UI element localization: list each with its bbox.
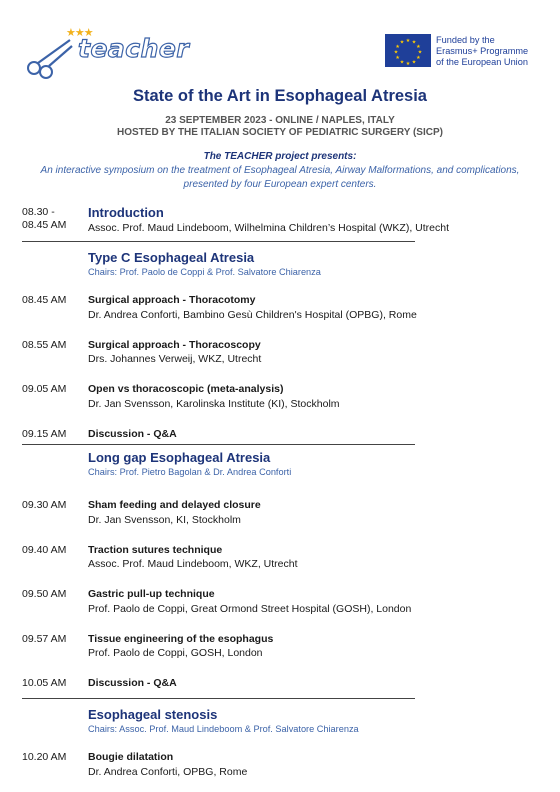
session-title: Introduction <box>88 205 164 220</box>
session-time: 09.57 AM <box>22 633 67 645</box>
eu-line: Erasmus+ Programme <box>436 46 529 56</box>
svg-text:★: ★ <box>416 44 421 50</box>
svg-text:★: ★ <box>399 59 405 66</box>
section-title: Long gap Esophageal Atresia <box>88 450 271 465</box>
svg-text:★: ★ <box>395 55 400 61</box>
svg-text:★: ★ <box>405 61 411 67</box>
session-title: Sham feeding and delayed closure <box>88 499 261 511</box>
section-title: Esophageal stenosis <box>88 707 218 722</box>
session-title: Discussion - Q&A <box>88 677 177 689</box>
session-speaker: Dr. Andrea Conforti, OPBG, Rome <box>88 766 248 778</box>
session-time: 09.15 AM <box>22 428 67 440</box>
session-speaker: Prof. Paolo de Coppi, Great Ormond Street Hospital (GOSH), London <box>88 603 412 615</box>
session-title: Gastric pull-up technique <box>88 588 215 600</box>
divider <box>22 241 415 242</box>
teacher-logo <box>22 26 190 80</box>
session-title: Tissue engineering of the esophagus <box>88 633 274 645</box>
svg-text:★: ★ <box>395 44 400 50</box>
session-title: Surgical approach - Thoracoscopy <box>88 339 261 351</box>
session-title: Surgical approach - Thoracotomy <box>88 294 256 306</box>
logo-text: teacher <box>78 34 190 63</box>
svg-text:★: ★ <box>393 49 399 56</box>
eu-funding-badge <box>385 34 545 70</box>
eu-line: of the European Union <box>436 57 528 67</box>
session-time: 10.20 AM <box>22 751 67 763</box>
section-chairs: Chairs: Prof. Pietro Bagolan & Dr. Andrea Conforti <box>88 467 292 477</box>
session-speaker: Assoc. Prof. Maud Lindeboom, Wilhelmina Children’s Hospital (WKZ), Utrecht <box>88 222 450 234</box>
session-speaker: Drs. Johannes Verweij, WKZ, Utrecht <box>88 353 262 365</box>
svg-text:★: ★ <box>411 39 417 46</box>
session-speaker: Dr. Jan Svensson, Karolinska Institute (KI), Stockholm <box>88 398 340 410</box>
eu-flag-icon <box>385 34 431 67</box>
svg-text:★: ★ <box>411 59 417 66</box>
section-chairs: Chairs: Assoc. Prof. Maud Lindeboom & Prof. Salvatore Chiarenza <box>88 724 359 734</box>
divider <box>22 698 415 699</box>
event-host: HOSTED BY THE ITALIAN SOCIETY OF PEDIATRIC SURGERY (SICP) <box>117 127 443 138</box>
svg-text:★: ★ <box>417 49 423 56</box>
page-title: State of the Art in Esophageal Atresia <box>132 87 427 105</box>
intro-description: An interactive symposium on the treatment of Esophageal Atresia, Airway Malformations, and complications, presented by four European expert centers. <box>40 165 520 190</box>
session-speaker: Dr. Jan Svensson, KI, Stockholm <box>88 514 241 526</box>
svg-text:★: ★ <box>405 38 411 44</box>
intro-heading: The TEACHER project presents: <box>203 151 357 162</box>
session-speaker: Assoc. Prof. Maud Lindeboom, WKZ, Utrecht <box>88 558 298 570</box>
session-time: 08.30 - 08.45 AM <box>22 206 67 231</box>
session-time: 08.55 AM <box>22 339 67 351</box>
session-time: 10.05 AM <box>22 677 67 689</box>
session-title: Discussion - Q&A <box>88 428 177 440</box>
section-chairs: Chairs: Prof. Paolo de Coppi & Prof. Salvatore Chiarenza <box>88 267 321 277</box>
session-title: Traction sutures technique <box>88 544 223 556</box>
session-speaker: Dr. Andrea Conforti, Bambino Gesù Children's Hospital (OPBG), Rome <box>88 309 417 321</box>
section-title: Type C Esophageal Atresia <box>88 250 255 265</box>
session-time: 09.30 AM <box>22 499 67 511</box>
svg-text:★: ★ <box>416 55 421 61</box>
session-time: 09.40 AM <box>22 544 67 556</box>
session-time: 08.45 AM <box>22 294 67 306</box>
svg-text:★: ★ <box>399 39 405 46</box>
session-title: Open vs thoracoscopic (meta-analysis) <box>88 383 284 395</box>
session-time: 09.50 AM <box>22 588 67 600</box>
eu-funding-text <box>436 35 528 68</box>
divider <box>22 444 415 445</box>
session-title: Bougie dilatation <box>88 751 174 763</box>
session-speaker: Prof. Paolo de Coppi, GOSH, London <box>88 647 263 659</box>
stars-icon: ★★★ <box>66 27 93 39</box>
session-time: 09.05 AM <box>22 383 67 395</box>
eu-line: Funded by the <box>436 35 495 45</box>
event-date: 23 SEPTEMBER 2023 - ONLINE / NAPLES, ITALY <box>165 115 395 126</box>
